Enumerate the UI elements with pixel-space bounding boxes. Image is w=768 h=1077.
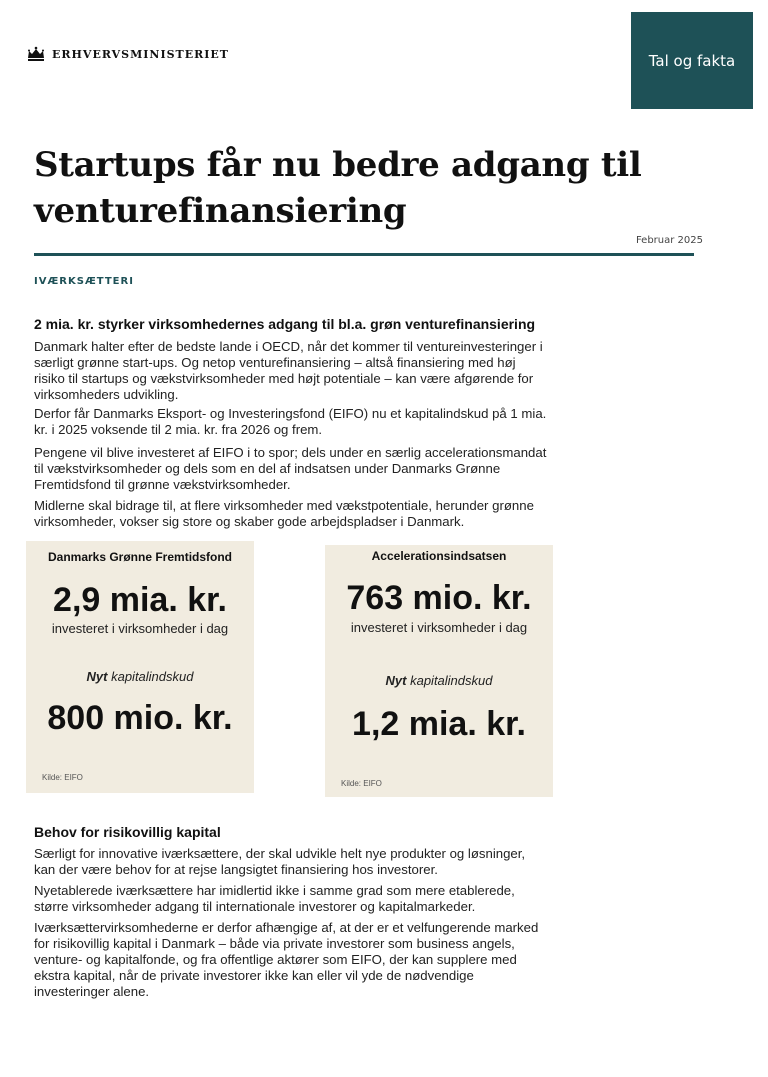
fact-box-title: Accelerationsindsatsen: [371, 549, 507, 563]
section2-paragraph-3: Iværksættervirksomhederne er derfor afhængige af, at der er et velfungerende marked for risikovillig kapital i Danmark – både via private investorer som business angels, venture- og kapitalfonde, og fra offentlige aktører som EIFO, der kan supplere med ekstra kapital, når de private investorer ikke kan eller vil yde de nødvendige investeringer alene.: [34, 920, 539, 999]
tal-og-fakta-badge: Tal og fakta: [631, 12, 753, 109]
fact-box-new-label: [325, 673, 553, 688]
fact-box-amount: 2,9 mia. kr.: [53, 581, 227, 619]
section2-paragraph-2: Nyetablerede iværksættere har imidlertid ikke i samme grad som mere etablerede, større virksomheder adgang til internationale investorer og kapitalmarkeder.: [34, 883, 515, 914]
section2-heading: Behov for risikovillig kapital: [34, 824, 221, 840]
intro-paragraph-3: Pengene vil blive investeret af EIFO i to spor; dels under en særlig accelerationsmandat til vækstvirksomheder og dels som en del af indsatsen under Danmarks Grønne Fremtidsfond til grønne vækstvirksomheder.: [34, 445, 547, 492]
fact-box-amount-desc: investeret i virksomheder i dag: [350, 620, 528, 635]
nyt-label: Nyt: [86, 669, 108, 684]
fact-box-new-amount: 800 mio. kr.: [47, 699, 233, 737]
crown-icon: [26, 46, 46, 62]
fact-box-amount: 763 mio. kr.: [346, 579, 532, 617]
ministry-logo: [26, 46, 229, 62]
publication-date: Februar 2025: [635, 235, 703, 246]
fact-box-amount-desc: investeret i virksomheder i dag: [51, 621, 229, 636]
new-capital-label: kapitalindskud: [111, 669, 194, 684]
fact-box-source: Kilde: EIFO: [42, 773, 83, 782]
fact-box-accelerationsindsatsen: [325, 545, 553, 797]
fact-box-source: Kilde: EIFO: [341, 779, 382, 788]
intro-paragraph-4: Midlerne skal bidrage til, at flere virksomheder med vækstpotentiale, herunder grønne virksomheder, vokser sig store og skaber gode arbejdspladser i Danmark.: [34, 498, 534, 529]
intro-paragraph-2: Derfor får Danmarks Eksport- og Investeringsfond (EIFO) nu et kapitalindskud på 1 mia. kr. i 2025 voksende til 2 mia. kr. fra 2026 og frem.: [34, 406, 547, 437]
intro-heading: 2 mia. kr. styrker virksomhedernes adgang til bl.a. grøn venturefinansiering: [34, 316, 536, 332]
fact-box-new-amount: 1,2 mia. kr.: [352, 705, 526, 743]
fact-box-groenne-fremtidsfond: [26, 541, 254, 793]
section-tag: IVÆRKSÆTTERI: [34, 276, 134, 287]
section2-paragraph-1: Særligt for innovative iværksættere, der skal udvikle helt nye produkter og løsninger, kan der være behov for at rejse langsigtet finansiering hos investorer.: [34, 846, 526, 877]
new-capital-label: kapitalindskud: [410, 673, 493, 688]
ministry-name: ERHVERVSMINISTERIET: [52, 47, 229, 61]
title-divider: [34, 253, 694, 256]
nyt-label: Nyt: [385, 673, 407, 688]
fact-box-title: Danmarks Grønne Fremtidsfond: [47, 550, 233, 564]
fact-box-new-label: [26, 669, 254, 684]
intro-paragraph-1: Danmark halter efter de bedste lande i OECD, når det kommer til ventureinvesteringer i særligt grønne start-ups. Og netop venturefinansiering – altså finansiering med høj risiko til startups og vækstvirksomheder med højt potentiale – kan være afgørende for virksomheders udvikling.: [34, 339, 543, 402]
page-title: Startups får nu bedre adgang til venturefinansiering: [34, 145, 642, 231]
